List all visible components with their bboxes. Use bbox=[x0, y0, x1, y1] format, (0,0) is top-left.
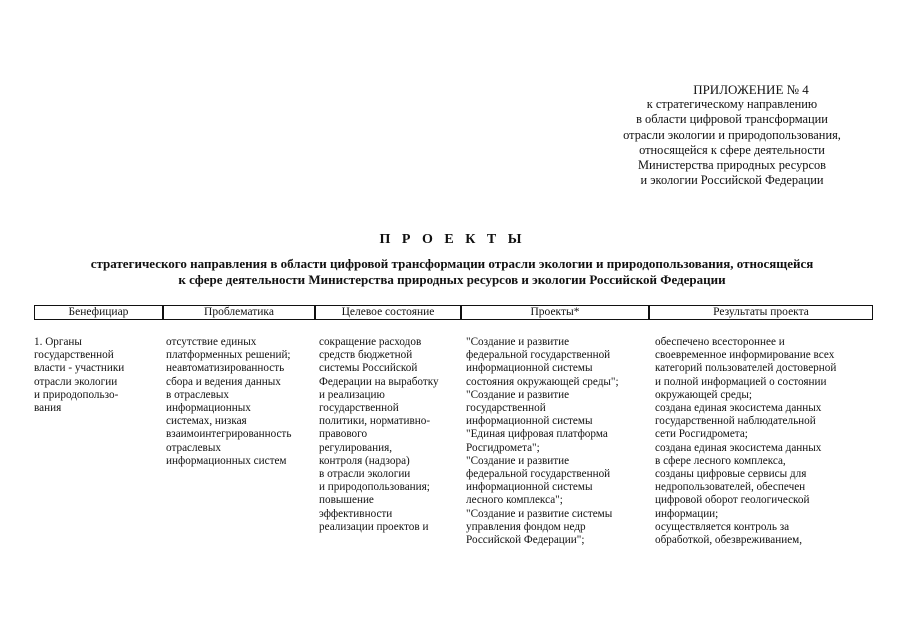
problem-line: неавтоматизированность bbox=[166, 362, 285, 375]
problem-line: сбора и ведения данных bbox=[166, 375, 281, 388]
project-line: федеральной государственной bbox=[466, 349, 611, 362]
target-state-line: сокращение расходов bbox=[319, 336, 422, 348]
header-beneficiary: Бенефициар bbox=[34, 305, 163, 320]
problem-line: информационных bbox=[166, 402, 251, 415]
project-line: информационной системы bbox=[466, 481, 593, 494]
target-state-line: эффективности bbox=[319, 507, 393, 520]
document-title: П Р О Е К Т Ы bbox=[379, 232, 526, 247]
project-line: лесного комплекса"; bbox=[466, 494, 563, 507]
cell-problems bbox=[166, 336, 291, 468]
target-state-line: и реализацию bbox=[319, 388, 385, 401]
appendix-line: относящейся к сфере деятельности bbox=[639, 142, 825, 157]
result-line: своевременное информирование всех bbox=[655, 349, 835, 362]
header-projects: Проекты* bbox=[461, 305, 649, 320]
project-line: "Создание и развитие системы bbox=[466, 507, 613, 520]
problem-line: отраслевых bbox=[166, 441, 221, 454]
project-line: федеральной государственной bbox=[466, 468, 611, 481]
result-line: в сфере лесного комплекса, bbox=[655, 454, 786, 467]
result-line: информации; bbox=[655, 507, 719, 520]
project-line: государственной bbox=[466, 402, 546, 415]
target-state-line: Федерации на выработку bbox=[319, 375, 439, 388]
beneficiary-line: и природопользо- bbox=[34, 388, 119, 401]
beneficiary-line: отрасли экологии bbox=[34, 375, 118, 388]
project-line: состояния окружающей среды"; bbox=[466, 375, 619, 388]
project-line: управления фондом недр bbox=[466, 520, 586, 533]
target-state-line: правового bbox=[319, 428, 368, 441]
result-line: осуществляется контроль за bbox=[655, 520, 790, 533]
header-target-state: Целевое состояние bbox=[315, 305, 461, 320]
result-line: окружающей среды; bbox=[655, 388, 753, 401]
beneficiary-line: вания bbox=[34, 402, 62, 415]
project-line: информационной системы bbox=[466, 362, 593, 375]
problem-line: в отраслевых bbox=[166, 388, 230, 401]
result-line: категорий пользователей достоверной bbox=[655, 362, 837, 375]
cell-target-state bbox=[319, 336, 439, 534]
project-line: "Единая цифровая платформа bbox=[466, 428, 608, 441]
problem-line: информационных систем bbox=[166, 454, 287, 467]
subtitle-line: к сфере деятельности Министерства природных ресурсов и экологии Российской Федерации bbox=[178, 272, 726, 287]
result-line: сети Росгидромета; bbox=[655, 428, 748, 441]
target-state-line: политики, нормативно- bbox=[319, 415, 431, 428]
project-line: информационной системы bbox=[466, 415, 593, 428]
cell-beneficiary bbox=[34, 336, 124, 415]
appendix-block bbox=[560, 82, 904, 188]
project-line: "Создание и развитие bbox=[466, 454, 570, 467]
target-state-line: системы Российской bbox=[319, 362, 418, 375]
target-state-line: и природопользования; bbox=[319, 481, 430, 494]
header-problems: Проблематика bbox=[163, 305, 315, 320]
project-line: "Создание и развитие bbox=[466, 388, 570, 401]
problem-line: взаимоинтегрированность bbox=[166, 428, 292, 441]
result-line: и полной информацией о состоянии bbox=[655, 375, 827, 388]
subtitle-line: стратегического направления в области цифровой трансформации отрасли экологии и природопользования, относящейся bbox=[90, 256, 814, 271]
cell-projects bbox=[466, 336, 619, 547]
project-line: Российской Федерации"; bbox=[466, 534, 585, 547]
result-line: цифровой оборот геологической bbox=[655, 494, 810, 507]
result-line: созданы цифровые сервисы для bbox=[655, 468, 807, 481]
result-line: создана единая экосистема данных bbox=[655, 402, 822, 415]
appendix-line: к стратегическому направлению bbox=[646, 97, 818, 112]
project-line: Росгидромета"; bbox=[466, 441, 540, 454]
project-line: "Создание и развитие bbox=[466, 336, 570, 348]
target-state-line: контроля (надзора) bbox=[319, 454, 410, 467]
target-state-line: реализации проектов и bbox=[319, 520, 429, 533]
cell-results bbox=[655, 336, 836, 547]
appendix-line: в области цифровой трансформации bbox=[636, 112, 828, 127]
header-results: Результаты проекта bbox=[649, 305, 873, 320]
problem-line: системах, низкая bbox=[166, 415, 247, 428]
target-state-line: повышение bbox=[319, 494, 374, 507]
beneficiary-line: власти - участники bbox=[34, 362, 125, 375]
target-state-line: государственной bbox=[319, 402, 399, 415]
result-line: обеспечено всестороннее и bbox=[655, 336, 785, 348]
problem-line: платформенных решений; bbox=[166, 349, 291, 362]
beneficiary-line: государственной bbox=[34, 349, 114, 362]
appendix-line: и экологии Российской Федерации bbox=[640, 173, 824, 188]
result-line: обработкой, обезвреживанием, bbox=[655, 534, 803, 547]
target-state-line: регулирования, bbox=[319, 441, 393, 454]
target-state-line: средств бюджетной bbox=[319, 349, 413, 362]
target-state-line: в отрасли экологии bbox=[319, 468, 411, 481]
result-line: создана единая экосистема данных bbox=[655, 441, 822, 454]
appendix-title: ПРИЛОЖЕНИЕ № 4 bbox=[693, 82, 809, 97]
result-line: государственной наблюдательной bbox=[655, 415, 816, 428]
result-line: недропользователей, обеспечен bbox=[655, 481, 806, 494]
problem-line: отсутствие единых bbox=[166, 336, 257, 348]
appendix-line: отрасли экологии и природопользования, bbox=[623, 127, 841, 142]
beneficiary-line: 1. Органы bbox=[34, 336, 82, 348]
appendix-line: Министерства природных ресурсов bbox=[637, 158, 827, 173]
document-subtitle bbox=[34, 256, 870, 288]
